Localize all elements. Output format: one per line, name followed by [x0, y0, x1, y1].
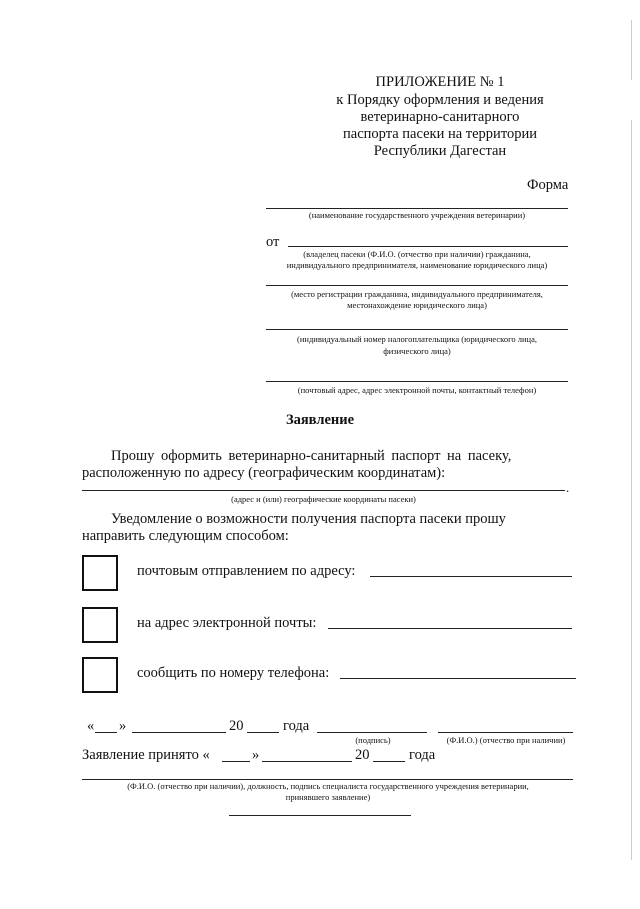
- email-checkbox[interactable]: [82, 607, 118, 643]
- header-line: паспорта пасеки на территории: [343, 126, 537, 142]
- date-day-line[interactable]: [95, 732, 117, 733]
- postal-address-line[interactable]: [370, 576, 572, 577]
- inn-caption: физического лица): [383, 346, 451, 356]
- specialist-line[interactable]: [82, 779, 573, 780]
- contacts-line[interactable]: [266, 381, 568, 382]
- phone-checkbox[interactable]: [82, 657, 118, 693]
- date-month-line[interactable]: [132, 732, 226, 733]
- institution-line[interactable]: [266, 208, 568, 209]
- email-option-label: на адрес электронной почты:: [137, 615, 317, 631]
- header-line: Республики Дагестан: [373, 143, 507, 159]
- date-year-prefix: 20: [229, 718, 244, 734]
- signature-caption: (подпись): [355, 735, 391, 745]
- date-year-word: года: [283, 718, 310, 734]
- address-caption: (адрес и (или) географические координаты пасеки): [231, 494, 416, 504]
- owner-line[interactable]: [288, 246, 568, 247]
- accepted-year-word: года: [409, 747, 436, 763]
- accepted-day-line[interactable]: [222, 761, 250, 762]
- notification-text: направить следующим способом:: [82, 528, 289, 544]
- owner-caption: (владелец пасеки (Ф.И.О. (отчество при наличии) гражданина,: [303, 249, 531, 259]
- phone-option-label: сообщить по номеру телефона:: [137, 665, 330, 681]
- fio-line[interactable]: [438, 732, 573, 733]
- email-line[interactable]: [328, 628, 572, 629]
- from-label: от: [266, 234, 280, 250]
- date-year-line[interactable]: [247, 732, 279, 733]
- accepted-label: Заявление принято «: [82, 747, 210, 763]
- specialist-caption: принявшего заявление): [285, 792, 371, 802]
- header-line: ветеринарно-санитарного: [360, 109, 520, 125]
- postal-checkbox[interactable]: [82, 555, 118, 591]
- accepted-month-line[interactable]: [262, 761, 352, 762]
- address-dot: .: [566, 480, 570, 495]
- scan-edge-mark: [631, 120, 632, 860]
- postal-option-label: почтовым отправлением по адресу:: [137, 563, 356, 579]
- specialist-caption: (Ф.И.О. (отчество при наличии), должность, подпись специалиста государственного учреждения ветеринарии,: [127, 781, 529, 791]
- inn-caption: (индивидуальный номер налогоплательщика (юридического лица,: [297, 334, 537, 344]
- date-quote-close: »: [119, 718, 127, 734]
- statement-text: расположенную по адресу (географическим координатам):: [82, 465, 446, 481]
- form-label: Форма: [527, 177, 569, 193]
- institution-caption: (наименование государственного учреждения ветеринарии): [308, 210, 526, 220]
- date-quote-open: «: [87, 718, 95, 734]
- accepted-quote-close: »: [252, 747, 260, 763]
- statement-text: Прошу оформить ветеринарно-санитарный паспорт на пасеку,: [111, 448, 512, 464]
- accepted-year-line[interactable]: [373, 761, 405, 762]
- statement-title: Заявление: [285, 412, 355, 428]
- address-line[interactable]: [82, 490, 565, 491]
- scan-edge-mark: [631, 20, 632, 80]
- fio-caption: (Ф.И.О.) (отчество при наличии): [446, 735, 566, 745]
- registration-line[interactable]: [266, 285, 568, 286]
- header-line: к Порядку оформления и ведения: [336, 92, 544, 108]
- owner-caption: индивидуального предпринимателя, наименование юридического лица): [286, 260, 548, 270]
- registration-caption: (место регистрации гражданина, индивидуального предпринимателя,: [291, 289, 543, 299]
- inn-line[interactable]: [266, 329, 568, 330]
- registration-caption: местонахождение юридического лица): [347, 300, 487, 310]
- contacts-caption: (почтовый адрес, адрес электронной почты, контактный телефон): [297, 385, 537, 395]
- signature-line[interactable]: [317, 732, 427, 733]
- appendix-title: ПРИЛОЖЕНИЕ № 1: [375, 74, 505, 90]
- accepted-year-prefix: 20: [355, 747, 370, 763]
- notification-text: Уведомление о возможности получения паспорта пасеки прошу: [111, 511, 506, 527]
- bottom-signature-line[interactable]: [229, 815, 411, 816]
- phone-line[interactable]: [340, 678, 576, 679]
